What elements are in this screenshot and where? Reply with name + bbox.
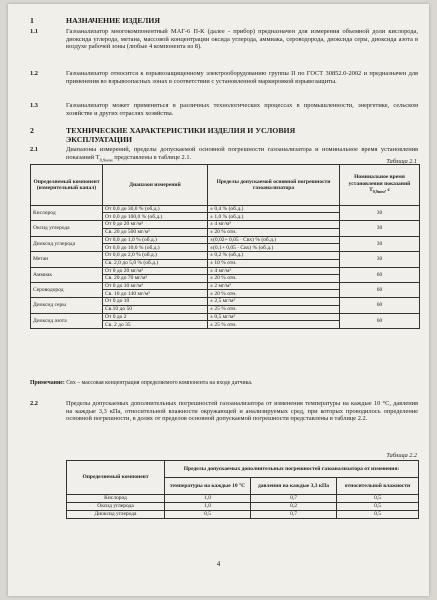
component-name: Метан: [31, 252, 103, 267]
paragraph-number: 1.1: [30, 28, 38, 35]
table-row: [67, 503, 419, 511]
paragraph-text: Диапазоны измерений, пределы допускаемой основной погрешности газоанализатора и номинальное время установления показаний $Т_{0,9ном}$ представлены в таблице 2.1.: [66, 146, 418, 162]
section-number: 1: [30, 16, 34, 25]
temperature-cell: 1,0: [165, 503, 251, 511]
column-header: давления на каждые 3,3 кПа: [251, 478, 337, 495]
error-cell: ± 25 % отн.: [208, 321, 340, 329]
section-title: ТЕХНИЧЕСКИЕ ХАРАКТЕРИСТИКИ ИЗДЕЛИЯ И УСЛОВИЯ ЭКСПЛУАТАЦИИ: [66, 126, 296, 144]
temperature-cell: 0,5: [165, 511, 251, 519]
section-number: 2: [30, 126, 34, 135]
error-cell: ± 4 мг/м³: [208, 221, 340, 228]
table-row: [31, 267, 420, 274]
component-name: Кислород: [67, 495, 165, 503]
paragraph-text: Газоанализатор многокомпонентный МАГ-6 П-К (далее - прибор) предназначен для измерения объемной доли кислорода, диоксида углерода, метана, массовой концентрации оксида углерода, аммиака, сероводорода, диоксида серы, диоксида азота в воздухе рабочей зоны (любые 4 компонента из 8).: [66, 28, 418, 51]
error-cell: ± 4 мг/м³: [208, 267, 340, 274]
error-cell: ± 0,4 % (об.д.): [208, 206, 340, 213]
time-cell: 60: [340, 298, 420, 313]
table-2-2: [66, 460, 419, 519]
range-cell: От 0,0 до 100,0 % (об.д.): [103, 213, 208, 221]
column-header: Номинальное время установления показаний $Т_{0,9ном}$, с: [340, 165, 420, 206]
time-cell: 60: [340, 267, 420, 282]
component-name: Оксид углерода: [31, 221, 103, 236]
section-title: НАЗНАЧЕНИЕ ИЗДЕЛИЯ: [66, 16, 160, 25]
paragraph-text: Пределы допускаемых дополнительных погрешностей газоанализатора от изменения температуры на каждые 10 °С, давления на каждые 3,3 кПа, относительной влажности окружающей и анализируемых сред, при которых проводилось определение основной погрешности, в долях от пределов основной допускаемой погрешности представлены в таблице 2.2.: [66, 400, 418, 423]
paragraph-number: 1.3: [30, 102, 38, 109]
note-text: Cвх – массовая концентрация определяемого компонента на входе датчика.: [66, 380, 253, 386]
table-row: [31, 313, 420, 320]
table-2-1: [30, 164, 420, 329]
document-page: [8, 4, 429, 596]
paragraph-number: 1.2: [30, 70, 38, 77]
error-cell: ± 10 % отн.: [208, 259, 340, 267]
paragraph-number: 2.2: [30, 400, 38, 407]
range-cell: Св. 20 до 500 мг/м³: [103, 228, 208, 236]
table-row: [31, 206, 420, 213]
table-header-row: [67, 461, 419, 478]
error-cell: ± 1,0 % (об.д.): [208, 213, 340, 221]
range-cell: От 0 до 10 мг/м³: [103, 283, 208, 290]
table-row: [31, 236, 420, 243]
component-name: Диоксид азота: [31, 313, 103, 328]
humidity-cell: 0,5: [337, 495, 419, 503]
note-label: Примечание:: [30, 380, 65, 386]
component-name: Сероводород: [31, 283, 103, 298]
component-name: Диоксид углерода: [31, 236, 103, 251]
pressure-cell: 0,7: [251, 495, 337, 503]
error-cell: ± 2,5 мг/м³: [208, 298, 340, 305]
range-cell: От 0 до 2: [103, 313, 208, 320]
range-cell: Св. 20 до 70 мг/м³: [103, 275, 208, 283]
error-cell: ± 20 % отн.: [208, 290, 340, 298]
table-row: [67, 511, 419, 519]
temperature-cell: 1,0: [165, 495, 251, 503]
time-cell: 60: [340, 283, 420, 298]
component-name: Диоксид углерода: [67, 511, 165, 519]
pressure-cell: 0,2: [251, 503, 337, 511]
page-number: 4: [216, 560, 221, 568]
range-cell: От 0,0 до 30,0 % (об.д.): [103, 206, 208, 213]
column-header: Пределы допускаемой основной погрешности газоанализатора: [208, 165, 340, 206]
table-note: [30, 380, 419, 387]
column-group-header: Пределы допускаемых дополнительных погрешностей газоанализатора от изменения:: [165, 461, 419, 478]
time-cell: 30: [340, 221, 420, 236]
time-cell: 30: [340, 206, 420, 221]
column-header: температуры на каждые 10 °С: [165, 478, 251, 495]
component-name: Кислород: [31, 206, 103, 221]
error-cell: ± 2 мг/м³: [208, 283, 340, 290]
range-cell: От 0,0 до 10,0 % (об.д.): [103, 244, 208, 252]
error-cell: ±(0,02+ 0,05 · Cвх) % (об.д.): [208, 236, 340, 243]
range-cell: Св. 10 до 140 мг/м³: [103, 290, 208, 298]
component-name: Диоксид серы: [31, 298, 103, 313]
table-row: [31, 221, 420, 228]
range-cell: От 0 до 20 мг/м³: [103, 267, 208, 274]
time-cell: 30: [340, 252, 420, 267]
column-header: Определяемый компонент (измерительный канал): [31, 165, 103, 206]
paragraph-number: 2.1: [30, 146, 38, 153]
table-row: [67, 495, 419, 503]
error-cell: ± 0,2 % (об.д.): [208, 252, 340, 259]
time-cell: 30: [340, 236, 420, 251]
range-cell: От 0 до 10: [103, 298, 208, 305]
component-name: Оксид углерода: [67, 503, 165, 511]
range-cell: Св.10 до 50: [103, 305, 208, 313]
humidity-cell: 0,5: [337, 503, 419, 511]
error-cell: ± 0,5 мг/м³: [208, 313, 340, 320]
table-2-1-caption: Таблица 2.1: [386, 158, 417, 165]
range-cell: От 0,0 до 1,0 % (об.д.): [103, 236, 208, 243]
table-row: [31, 252, 420, 259]
component-name: Аммиак: [31, 267, 103, 282]
paragraph-text: Газоанализатор может применяться в различных технологических процессах в промышленности, энергетике, сельском хозяйстве и других отраслях хозяйства.: [66, 102, 418, 117]
humidity-cell: 0,5: [337, 511, 419, 519]
column-header: Определяемый компонент: [67, 461, 165, 495]
range-cell: Св. 2,0 до 5,0 % (об.д.): [103, 259, 208, 267]
table-row: [31, 283, 420, 290]
error-cell: ± 20 % отн.: [208, 228, 340, 236]
table-header-row: [31, 165, 420, 206]
range-cell: От 0,0 до 2,0 % (об.д.): [103, 252, 208, 259]
error-cell: ±(0,1+ 0,05 · Cвх) % (об.д.): [208, 244, 340, 252]
column-header: Диапазон измерений: [103, 165, 208, 206]
range-cell: Св. 2 до 35: [103, 321, 208, 329]
column-header: относительной влажности: [337, 478, 419, 495]
pressure-cell: 0,7: [251, 511, 337, 519]
table-row: [31, 298, 420, 305]
range-cell: От 0 до 20 мг/м³: [103, 221, 208, 228]
paragraph-text: Газоанализатор относится к взрывозащищенному электрооборудованию группы II по ГОСТ 30852.0-2002 и предназначен для применения во взрывоопасных зонах в соответствии с установленной маркировкой взрывозащиты.: [66, 70, 418, 85]
error-cell: ± 25 % отн.: [208, 305, 340, 313]
time-cell: 60: [340, 313, 420, 328]
table-2-2-caption: Таблица 2.2: [386, 452, 417, 459]
error-cell: ± 20 % отн.: [208, 275, 340, 283]
